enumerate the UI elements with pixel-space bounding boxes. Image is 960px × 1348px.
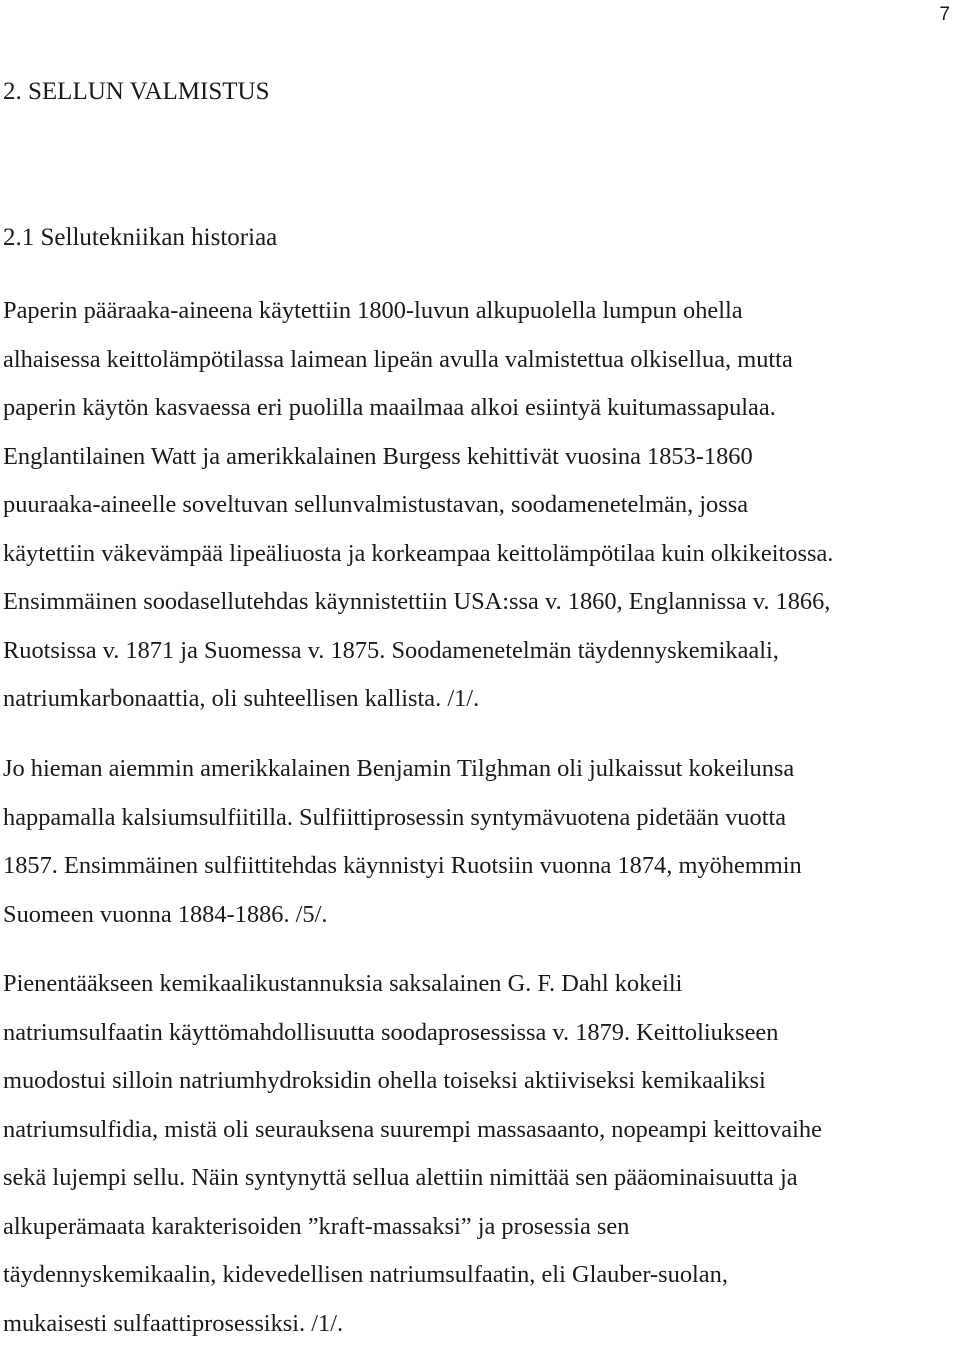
text-line: alkuperämaata karakterisoiden ”kraft-massaksi” ja prosessia sen	[3, 1203, 822, 1252]
text-line: Paperin pääraaka-aineena käytettiin 1800-luvun alkupuolella lumpun ohella	[3, 287, 833, 336]
text-line: täydennyskemikaalin, kidevedellisen natriumsulfaatin, eli Glauber-suolan,	[3, 1251, 822, 1300]
text-line: mukaisesti sulfaattiprosessiksi. /1/.	[3, 1300, 822, 1348]
text-line: puuraaka-aineelle soveltuvan sellunvalmistustavan, soodamenetelmän, jossa	[3, 481, 833, 530]
text-line: Ruotsissa v. 1871 ja Suomessa v. 1875. Soodamenetelmän täydennyskemikaali,	[3, 627, 833, 676]
text-line: natriumsulfidia, mistä oli seurauksena suurempi massasaanto, nopeampi keittovaihe	[3, 1106, 822, 1155]
section-heading: 2.1 Sellutekniikan historiaa	[3, 223, 277, 253]
text-line: happamalla kalsiumsulfiitilla. Sulfiittiprosessin syntymävuotena pidetään vuotta	[3, 794, 802, 843]
text-line: natriumkarbonaattia, oli suhteellisen kallista. /1/.	[3, 675, 833, 724]
text-line: sekä lujempi sellu. Näin syntynyttä sellua alettiin nimittää sen pääominaisuutta ja	[3, 1154, 822, 1203]
text-line: Ensimmäinen soodasellutehdas käynnistettiin USA:ssa v. 1860, Englannissa v. 1866,	[3, 578, 833, 627]
text-line: Jo hieman aiemmin amerikkalainen Benjamin Tilghman oli julkaissut kokeilunsa	[3, 745, 802, 794]
paragraph-3	[3, 960, 822, 1348]
page-number: 7	[939, 4, 950, 26]
chapter-heading: 2. SELLUN VALMISTUS	[3, 77, 269, 107]
text-line: käytettiin väkevämpää lipeäliuosta ja korkeampaa keittolämpötilaa kuin olkikeitossa.	[3, 530, 833, 579]
text-line: Englantilainen Watt ja amerikkalainen Burgess kehittivät vuosina 1853-1860	[3, 433, 833, 482]
text-line: muodostui silloin natriumhydroksidin ohella toiseksi aktiiviseksi kemikaaliksi	[3, 1057, 822, 1106]
text-line: natriumsulfaatin käyttömahdollisuutta soodaprosessissa v. 1879. Keittoliukseen	[3, 1009, 822, 1058]
text-line: paperin käytön kasvaessa eri puolilla maailmaa alkoi esiintyä kuitumassapulaa.	[3, 384, 833, 433]
paragraph-1	[3, 287, 833, 724]
text-line: 1857. Ensimmäinen sulfiittitehdas käynnistyi Ruotsiin vuonna 1874, myöhemmin	[3, 842, 802, 891]
text-line: Suomeen vuonna 1884-1886. /5/.	[3, 891, 802, 940]
text-line: alhaisessa keittolämpötilassa laimean lipeän avulla valmistettua olkisellua, mutta	[3, 336, 833, 385]
paragraph-2	[3, 745, 802, 939]
text-line: Pienentääkseen kemikaalikustannuksia saksalainen G. F. Dahl kokeili	[3, 960, 822, 1009]
